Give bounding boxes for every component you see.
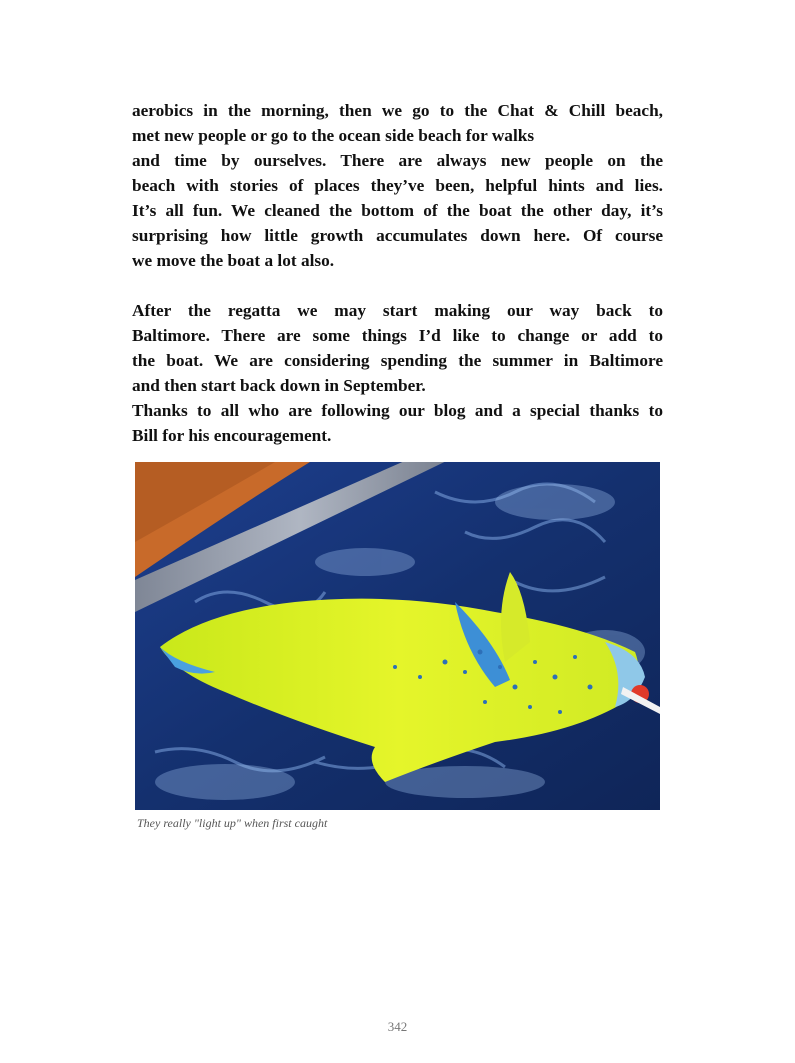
text-line: aerobics in the morning, then we go to the Chat & Chill beach, xyxy=(132,101,663,120)
text-line: the boat. We are considering spending the summer in Baltimore xyxy=(132,351,663,370)
text-line: It’s all fun. We cleaned the bottom of the boat the other day, it’s xyxy=(132,201,663,220)
mahi-mahi-photo xyxy=(135,462,660,810)
text-line: surprising how little growth accumulates down here. Of course xyxy=(132,226,663,245)
paragraph-3 xyxy=(132,398,663,448)
text-line: Bill for his encouragement. xyxy=(132,426,332,445)
photo-caption: They really "light up" when first caught xyxy=(137,816,328,830)
photo-illustration xyxy=(135,462,660,810)
text-line: After the regatta we may start making our way back to xyxy=(132,301,663,320)
paragraph-2 xyxy=(132,298,663,398)
page-number: 342 xyxy=(387,1019,408,1034)
text-line: beach with stories of places they’ve been, helpful hints and lies. xyxy=(132,176,663,195)
paragraph-spacer xyxy=(132,273,663,298)
text-line: and then start back down in September. xyxy=(132,376,426,395)
text-line: we move the boat a lot also. xyxy=(132,251,335,270)
paragraph-1 xyxy=(132,98,663,273)
text-line: and time by ourselves. There are always new people on the xyxy=(132,151,663,170)
text-line: met new people or go to the ocean side beach for walks xyxy=(132,126,535,145)
text-line: Thanks to all who are following our blog and a special thanks to xyxy=(132,401,663,420)
body-text xyxy=(132,98,663,448)
text-line: Baltimore. There are some things I’d like to change or add to xyxy=(132,326,663,345)
